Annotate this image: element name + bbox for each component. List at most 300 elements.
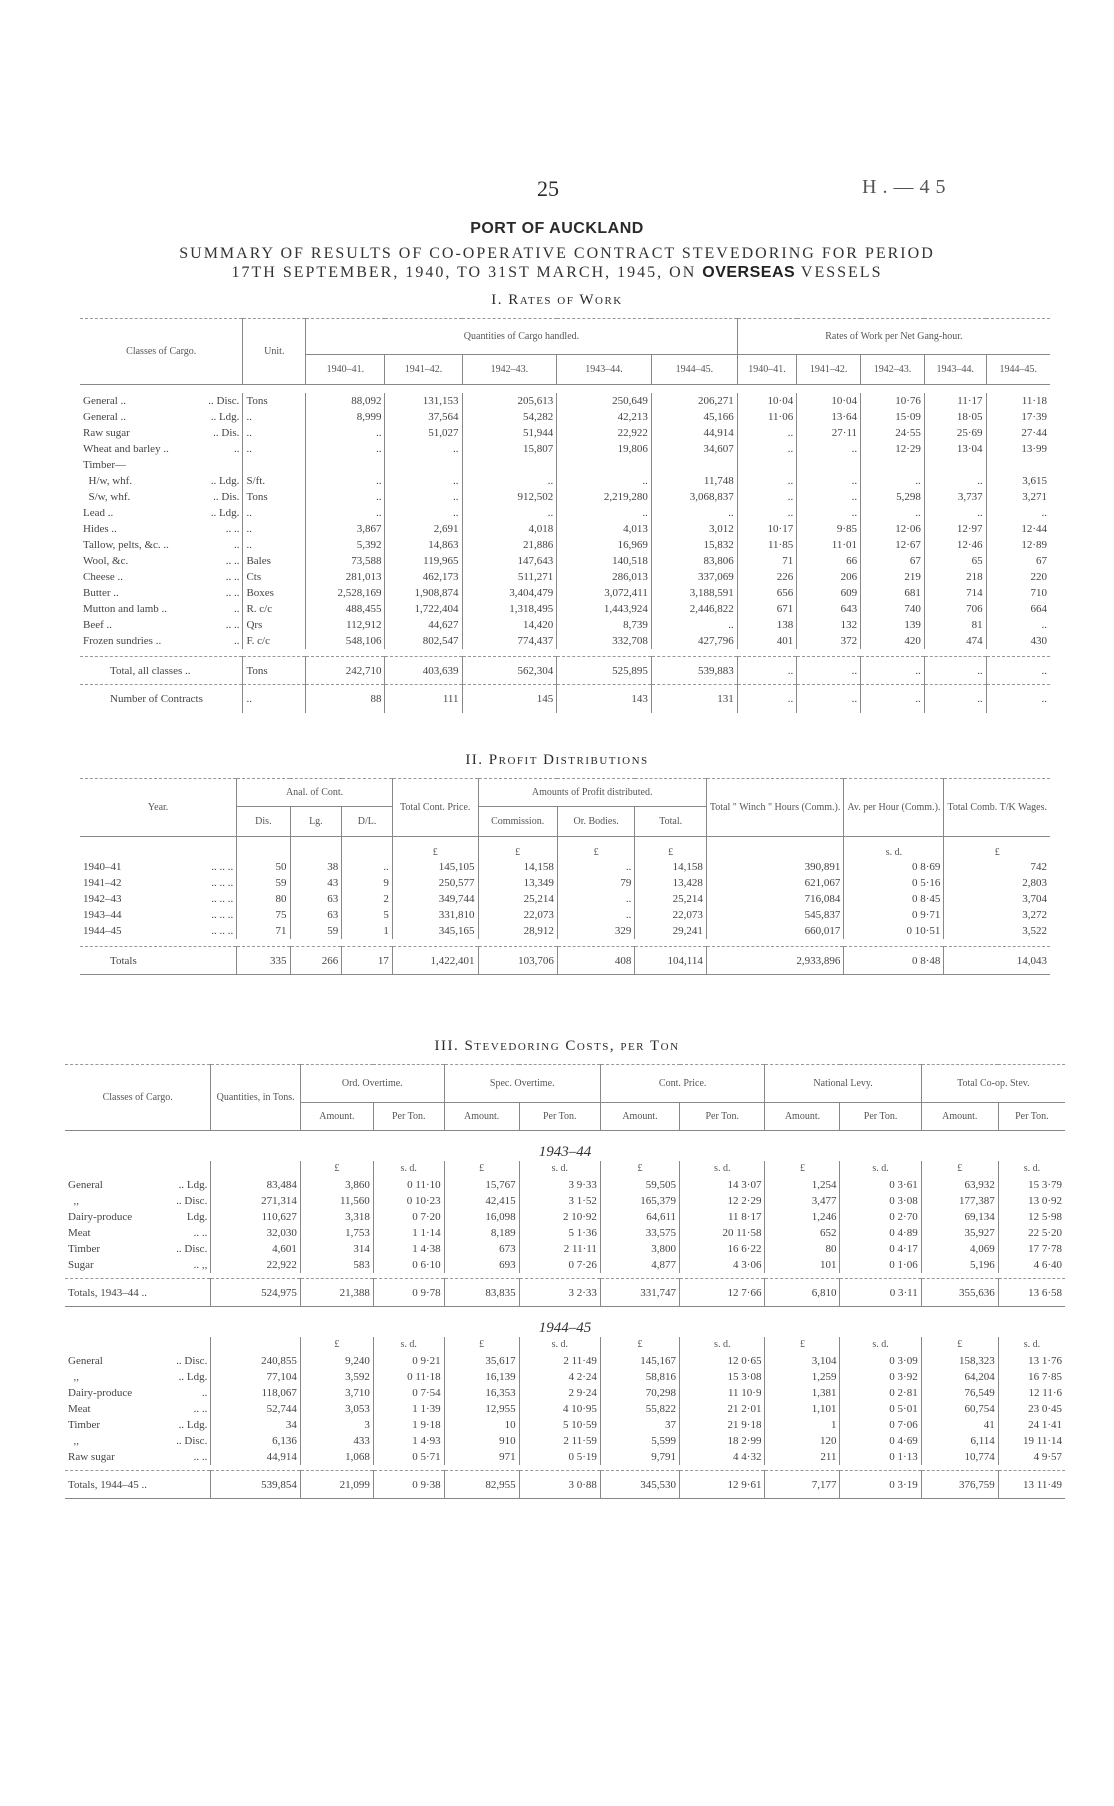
rate-cell: .. [1041, 618, 1047, 631]
table-row [80, 425, 1050, 441]
per-ton-cell: 0 7·06 [840, 1417, 921, 1433]
per-ton-cell: 11 8·17 [680, 1209, 765, 1225]
table-row [80, 875, 1050, 891]
rate-cell: .. [737, 489, 796, 505]
quantity-cell: 1,443,924 [557, 601, 652, 617]
per-ton-cell: 0 4·89 [840, 1225, 921, 1241]
totals-row-label: Total, all classes .. [80, 657, 243, 685]
rate-cell: 681 [861, 585, 925, 601]
quantity-cell: 802,547 [385, 633, 462, 649]
amount-cell: 69,134 [921, 1209, 998, 1225]
unit-cell: .. [243, 425, 306, 441]
rate-cell: 13·04 [924, 441, 986, 457]
col-header-year: 1943–44. [557, 355, 652, 385]
rate-cell: .. [986, 657, 1050, 685]
per-ton-cell: 18 2·99 [680, 1433, 765, 1449]
price-cell: 145,105 [392, 859, 478, 875]
unit-symbol: £ [921, 1337, 998, 1353]
col-header-year: 1942–43. [861, 355, 925, 385]
quantity-cell: .. [306, 473, 385, 489]
col-header-quantities: Quantities of Cargo handled. [306, 319, 738, 355]
quantity-cell: 3,867 [306, 521, 385, 537]
quantity-cell: .. [385, 441, 462, 457]
total-cell: 22,073 [635, 907, 706, 923]
unit-symbol [342, 837, 393, 859]
table-row [80, 521, 1050, 537]
cargo-operation: .. .. [225, 586, 240, 599]
unit-symbol: s. d. [680, 1337, 765, 1353]
quantity-cell: 88 [306, 685, 385, 713]
amount-cell: 1,753 [300, 1225, 373, 1241]
rate-cell [797, 457, 861, 473]
amount-cell: 158,323 [921, 1353, 998, 1369]
per-ton-cell: 4 3·06 [680, 1257, 765, 1273]
amount-cell: 70,298 [600, 1385, 679, 1401]
col-header-commission: Commission. [478, 807, 557, 837]
amount-total: 331,747 [600, 1279, 679, 1307]
per-ton-cell: 21 2·01 [680, 1401, 765, 1417]
price-cell: 349,744 [392, 891, 478, 907]
unit-symbol: s. d. [840, 1161, 921, 1177]
amount-cell: 10 [444, 1417, 519, 1433]
price-total: 1,422,401 [392, 947, 478, 975]
rate-cell: .. [797, 685, 861, 713]
total-cell: 25,214 [635, 891, 706, 907]
unit-symbol: £ [994, 846, 1000, 858]
col-header-anal: Anal. of Cont. [237, 779, 393, 807]
per-ton-cell: 1 1·14 [373, 1225, 444, 1241]
av-cell: 0 8·69 [844, 859, 944, 875]
amount-cell: 3 [300, 1417, 373, 1433]
unit-symbol: £ [921, 1161, 998, 1177]
amount-cell: 673 [444, 1241, 519, 1257]
year-label: 1942–43 [83, 892, 122, 905]
quantity-cell: 15,832 [651, 537, 737, 553]
rate-cell: 5,298 [861, 489, 925, 505]
dl-cell: 5 [342, 907, 393, 923]
unit-symbol: £ [444, 1337, 519, 1353]
quantity-cell: 131 [651, 685, 737, 713]
cargo-class-cell [80, 409, 243, 425]
cargo-class-cell [80, 553, 243, 569]
rate-cell: .. [797, 505, 861, 521]
cargo-operation: .. .. [225, 554, 240, 567]
quantity-cell: 19,806 [557, 441, 652, 457]
quantity-cell: 1,318,495 [462, 601, 557, 617]
amount-cell: 433 [300, 1433, 373, 1449]
leader-dots: .. .. .. [211, 892, 234, 905]
year-label: 1944–45 [83, 924, 122, 937]
col-header-dl: D/L. [342, 807, 393, 837]
per-ton-cell: 2 9·24 [519, 1385, 600, 1401]
year-heading-row [65, 1307, 1065, 1337]
cargo-class: Beef .. [83, 618, 113, 631]
spacer-row [80, 649, 1050, 657]
rate-cell [986, 457, 1050, 473]
contracts-row [80, 685, 1050, 713]
lg-cell: 63 [290, 891, 342, 907]
amount-total: 7,177 [765, 1471, 840, 1499]
amount-cell: 80 [765, 1241, 840, 1257]
rate-cell: 67 [1036, 554, 1047, 567]
rate-cell: 372 [797, 633, 861, 649]
per-ton-cell: 0 7·20 [373, 1209, 444, 1225]
rate-cell: .. [737, 685, 796, 713]
quantity-cell [306, 457, 385, 473]
table-row [80, 441, 1050, 457]
page-number: 25 [537, 176, 559, 201]
per-ton-cell: 19 11·14 [1022, 1434, 1062, 1447]
rate-cell: 15·09 [861, 409, 925, 425]
amount-cell: 211 [765, 1449, 840, 1465]
per-ton-cell: 5 10·59 [519, 1417, 600, 1433]
rate-cell: 12·97 [924, 521, 986, 537]
table-row [65, 1193, 1065, 1209]
amount-cell: 55,822 [600, 1401, 679, 1417]
year-cell [80, 859, 237, 875]
cargo-operation: .. Ldg. [210, 410, 240, 423]
quantity-cell: 912,502 [462, 489, 557, 505]
unit-cell: Tons [243, 393, 306, 409]
rate-cell: .. [797, 657, 861, 685]
per-ton-cell: 4 9·57 [1033, 1450, 1062, 1463]
hours-cell: 621,067 [706, 875, 843, 891]
table-row [65, 1417, 1065, 1433]
per-ton-cell: 4 4·32 [680, 1449, 765, 1465]
cargo-class-cell [80, 425, 243, 441]
quantity-cell: 462,173 [385, 569, 462, 585]
quantity-total: 524,975 [211, 1279, 301, 1307]
cargo-class: Dairy-produce [68, 1386, 133, 1399]
per-ton-cell: 4 2·24 [519, 1369, 600, 1385]
rate-cell: .. [924, 657, 986, 685]
cargo-operation: .. Ldg. [178, 1418, 208, 1431]
totals-row [65, 1279, 1065, 1307]
comm-cell: 25,214 [478, 891, 557, 907]
cargo-class: S/w, whf. [83, 490, 131, 503]
cargo-operation: .. [233, 634, 240, 647]
amount-cell: 583 [300, 1257, 373, 1273]
amount-cell: 1 [765, 1417, 840, 1433]
totals-label: Totals [80, 947, 237, 975]
unit-cell: .. [243, 537, 306, 553]
cargo-class: ,, [68, 1370, 79, 1383]
tk-cell: 3,704 [1022, 892, 1047, 905]
rate-cell: .. [737, 657, 796, 685]
amount-cell: 16,353 [444, 1385, 519, 1401]
amount-cell: 1,259 [765, 1369, 840, 1385]
rate-cell: 206 [797, 569, 861, 585]
rate-cell: .. [797, 473, 861, 489]
quantity-cell: 15,807 [462, 441, 557, 457]
quantity-cell: .. [385, 473, 462, 489]
rate-cell: 12·89 [1021, 538, 1047, 551]
per-ton-cell: 2 11·11 [519, 1241, 600, 1257]
quantity-cell: 206,271 [651, 393, 737, 409]
unit-symbol: s. d. [373, 1337, 444, 1353]
per-ton-cell: 14 3·07 [680, 1177, 765, 1193]
amount-cell: 9,791 [600, 1449, 679, 1465]
quantity-cell: 44,914 [651, 425, 737, 441]
rate-cell: 609 [797, 585, 861, 601]
amount-cell: 1,101 [765, 1401, 840, 1417]
total-cell: 29,241 [635, 923, 706, 939]
cargo-class-cell [80, 505, 243, 521]
cargo-operation: .. .. [193, 1450, 208, 1463]
col-header-cont-price: Cont. Price. [600, 1065, 765, 1103]
cargo-operation: .. .. [225, 570, 240, 583]
per-ton-cell: 21 9·18 [680, 1417, 765, 1433]
unit-cell: F. c/c [243, 633, 306, 649]
year-cell [80, 891, 237, 907]
per-ton-cell: 0 4·69 [840, 1433, 921, 1449]
quantity-cell: 403,639 [385, 657, 462, 685]
quantity-cell: 32,030 [211, 1225, 301, 1241]
per-ton-total: 0 3·11 [840, 1279, 921, 1307]
cargo-class-cell [65, 1417, 211, 1433]
rate-cell: 10·04 [797, 393, 861, 409]
table-row [80, 457, 1050, 473]
quantity-cell: 44,914 [211, 1449, 301, 1465]
unit-symbol: s. d. [519, 1161, 600, 1177]
quantity-cell: 286,013 [557, 569, 652, 585]
cargo-class-cell [80, 441, 243, 457]
cargo-class-cell [65, 1433, 211, 1449]
unit-symbol: s. d. [519, 1337, 600, 1353]
rate-cell: 3,615 [1022, 474, 1047, 487]
unit-symbol: £ [600, 1337, 679, 1353]
rate-cell: .. [797, 489, 861, 505]
table-row [80, 923, 1050, 939]
unit-symbol: £ [300, 1161, 373, 1177]
rates-of-work-table [80, 318, 1050, 713]
amount-cell: 58,816 [600, 1369, 679, 1385]
rate-cell: .. [924, 685, 986, 713]
per-ton-cell: 2 11·59 [519, 1433, 600, 1449]
price-cell: 331,810 [392, 907, 478, 923]
year-label: 1943–44 [83, 908, 122, 921]
amount-cell: 42,415 [444, 1193, 519, 1209]
amount-cell: 8,189 [444, 1225, 519, 1241]
table-row [65, 1209, 1065, 1225]
quantity-cell: 83,484 [211, 1177, 301, 1193]
quantity-cell: 131,153 [385, 393, 462, 409]
cargo-operation: .. .. [193, 1226, 208, 1239]
col-header-classes-cargo: Classes of Cargo. [65, 1065, 211, 1131]
quantity-cell: 3,068,837 [651, 489, 737, 505]
leader-dots: .. .. .. [211, 924, 234, 937]
quantity-cell: 21,886 [462, 537, 557, 553]
cargo-operation: .. Ldg. [178, 1370, 208, 1383]
totals-label: Totals, 1943–44 .. [65, 1279, 211, 1307]
per-ton-cell: 23 0·45 [1028, 1402, 1062, 1415]
amount-cell: 971 [444, 1449, 519, 1465]
spacer-cell [80, 385, 1050, 393]
table-row [65, 1433, 1065, 1449]
per-ton-cell: 0 1·06 [840, 1257, 921, 1273]
col-header-amount: Amount. [765, 1103, 840, 1131]
per-ton-cell: 0 3·61 [840, 1177, 921, 1193]
amount-cell: 64,204 [921, 1369, 998, 1385]
tk-total: 14,043 [944, 947, 1050, 975]
amount-cell: 3,053 [300, 1401, 373, 1417]
unit-cell: .. [243, 505, 306, 521]
rate-cell: .. [986, 685, 1050, 713]
cargo-class-cell [65, 1353, 211, 1369]
amount-cell: 5,599 [600, 1433, 679, 1449]
unit-symbol: s. d. [680, 1161, 765, 1177]
per-ton-total: 0 3·19 [840, 1471, 921, 1499]
col-header-spec-overtime: Spec. Overtime. [444, 1065, 600, 1103]
per-ton-total: 13 6·58 [998, 1279, 1065, 1307]
table-row [65, 1241, 1065, 1257]
rate-cell: 226 [737, 569, 796, 585]
orb-cell: .. [557, 859, 635, 875]
dl-cell: 2 [342, 891, 393, 907]
quantity-cell: .. [306, 489, 385, 505]
rate-cell: 220 [1030, 570, 1047, 583]
rate-cell: .. [924, 505, 986, 521]
rate-cell: 706 [924, 601, 986, 617]
quantity-cell [557, 457, 652, 473]
quantity-cell: .. [462, 473, 557, 489]
per-ton-cell: 3 1·52 [519, 1193, 600, 1209]
rate-cell: 65 [924, 553, 986, 569]
per-ton-cell: 1 9·18 [373, 1417, 444, 1433]
table-row [80, 601, 1050, 617]
amount-cell: 1,246 [765, 1209, 840, 1225]
cargo-class: Timber [68, 1242, 100, 1255]
quantity-cell: 73,588 [306, 553, 385, 569]
page-title: PORT OF AUCKLAND [470, 220, 644, 237]
rate-cell: 9·85 [797, 521, 861, 537]
amount-cell: 1,254 [765, 1177, 840, 1193]
total-cell: 13,428 [635, 875, 706, 891]
unit-cell: .. [243, 685, 306, 713]
rate-cell: 3,737 [924, 489, 986, 505]
quantity-cell: 548,106 [306, 633, 385, 649]
rate-cell: 18·05 [924, 409, 986, 425]
rate-cell: 12·29 [861, 441, 925, 457]
cargo-operation: Ldg. [186, 1210, 208, 1223]
table-row [65, 1449, 1065, 1465]
col-header-winch-hours: Total " Winch " Hours (Comm.). [706, 779, 843, 837]
year-heading: 1943–44 [538, 1143, 592, 1160]
per-ton-total: 0 9·78 [373, 1279, 444, 1307]
year-heading-row [65, 1131, 1065, 1161]
rate-cell: 132 [797, 617, 861, 633]
col-header-per-ton: Per Ton. [680, 1103, 765, 1131]
cargo-operation: .. Ldg. [178, 1178, 208, 1191]
quantity-cell: .. [462, 505, 557, 521]
rate-cell: .. [737, 505, 796, 521]
amount-total: 355,636 [921, 1279, 998, 1307]
cargo-operation: .. .. [225, 618, 240, 631]
quantity-cell: 147,643 [462, 553, 557, 569]
col-header-rates: Rates of Work per Net Gang-hour. [737, 319, 1050, 355]
quantity-cell: 2,691 [385, 521, 462, 537]
amount-total: 6,810 [765, 1279, 840, 1307]
per-ton-cell: 4 10·95 [519, 1401, 600, 1417]
cargo-operation: .. [233, 538, 240, 551]
lg-cell: 59 [290, 923, 342, 939]
col-header-total-coop: Total Co-op. Stev. [921, 1065, 1065, 1103]
quantity-cell: 83,806 [651, 553, 737, 569]
col-header-lg: Lg. [290, 807, 342, 837]
cargo-class-cell [80, 521, 243, 537]
quantity-cell [651, 457, 737, 473]
unit-cell: Bales [243, 553, 306, 569]
per-ton-cell: 3 9·33 [519, 1177, 600, 1193]
av-cell: 0 9·71 [844, 907, 944, 923]
orb-cell: .. [557, 891, 635, 907]
col-header-amount: Amount. [600, 1103, 679, 1131]
total-cell: 14,158 [635, 859, 706, 875]
rate-cell: 66 [797, 553, 861, 569]
per-ton-cell: 13 1·76 [1028, 1354, 1062, 1367]
tk-cell: 3,272 [1022, 908, 1047, 921]
col-header-ord-overtime: Ord. Overtime. [300, 1065, 444, 1103]
per-ton-cell: 0 6·10 [373, 1257, 444, 1273]
amount-cell: 37 [600, 1417, 679, 1433]
orb-cell: 79 [557, 875, 635, 891]
table-row [65, 1369, 1065, 1385]
amount-cell: 652 [765, 1225, 840, 1241]
quantity-cell: 3,404,479 [462, 585, 557, 601]
table-row [80, 505, 1050, 521]
col-header-per-ton: Per Ton. [840, 1103, 921, 1131]
cargo-class: General .. [83, 410, 127, 423]
amount-cell: 3,318 [300, 1209, 373, 1225]
cargo-class: ,, [68, 1434, 79, 1447]
cargo-operation: .. Disc. [208, 394, 240, 407]
unit-cell: Cts [243, 569, 306, 585]
rate-cell: 10·76 [861, 393, 925, 409]
quantity-cell: 110,627 [211, 1209, 301, 1225]
amount-cell: 76,549 [921, 1385, 998, 1401]
per-ton-cell: 0 3·08 [840, 1193, 921, 1209]
cargo-operation: .. Ldg. [210, 506, 240, 519]
amount-total: 83,835 [444, 1279, 519, 1307]
hours-total: 2,933,896 [706, 947, 843, 975]
per-ton-cell: 12 11·6 [1028, 1386, 1062, 1399]
lg-cell: 43 [290, 875, 342, 891]
quantity-cell: 2,446,822 [651, 601, 737, 617]
col-header-amount: Amount. [444, 1103, 519, 1131]
amount-cell: 64,611 [600, 1209, 679, 1225]
amount-cell: 5,196 [921, 1257, 998, 1273]
amount-cell: 12,955 [444, 1401, 519, 1417]
quantity-cell: 52,744 [211, 1401, 301, 1417]
quantity-cell: 11,748 [651, 473, 737, 489]
quantity-cell: 337,069 [651, 569, 737, 585]
unit-symbol: £ [478, 837, 557, 859]
cargo-class-cell [65, 1401, 211, 1417]
amount-cell: 35,927 [921, 1225, 998, 1241]
unit-symbol: £ [557, 837, 635, 859]
dl-total: 17 [342, 947, 393, 975]
col-header-year: 1943–44. [924, 355, 986, 385]
rate-cell: 11·17 [924, 393, 986, 409]
cargo-class: Cheese .. [83, 570, 124, 583]
unit-cell: Qrs [243, 617, 306, 633]
quantity-cell: 525,895 [557, 657, 652, 685]
cargo-class: ,, [68, 1194, 79, 1207]
quantity-cell: 44,627 [385, 617, 462, 633]
per-ton-cell: 24 1·41 [1028, 1418, 1062, 1431]
amount-total: 82,955 [444, 1471, 519, 1499]
unit-cell: Tons [243, 657, 306, 685]
